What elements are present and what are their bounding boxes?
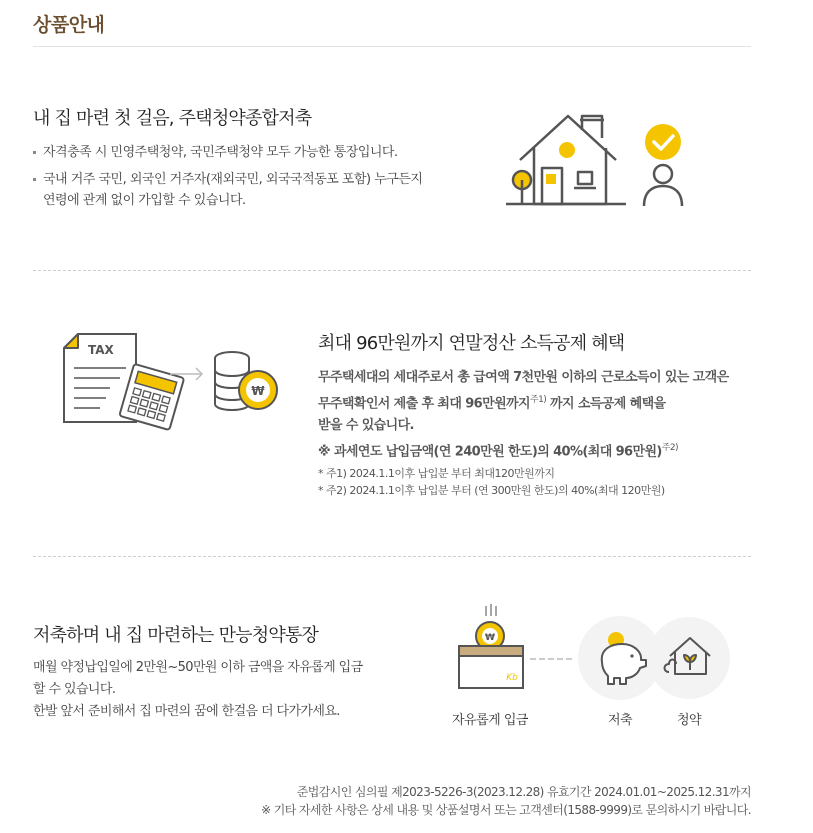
- step-label-savings: 저축: [607, 713, 633, 728]
- check-icon: [645, 124, 681, 160]
- footnote-marker: 주2): [661, 443, 678, 454]
- contact-notice: ※ 기타 자세한 사항은 상세 내용 및 상품설명서 또는 고객센터(1588-9999)로 문의하시기 바랍니다.: [261, 803, 751, 817]
- section2-line: 무주택세대의 세대주로서 총 급여액 7천만원 이하의 근로소득이 있는 고객은: [318, 370, 729, 385]
- tax-label: TAX: [88, 343, 114, 357]
- house-person-illustration: [500, 108, 700, 212]
- section1-bullet: [33, 169, 473, 211]
- section-divider: [33, 270, 751, 271]
- section2-line: ※ 과세연도 납입금액(연 240만원 한도)의 40%(최대 96만원): [318, 444, 662, 460]
- bullet-text: 자격충족 시 민영주택청약, 국민주택청약 모두 가능한 통장입니다.: [43, 145, 398, 160]
- footnote: * 주2) 2024.1.1이후 납입분 부터 (연 300만원 한도)의 40%(최대 120만원): [318, 484, 665, 497]
- deposit-marks-icon: [486, 604, 496, 616]
- house-window-light: [559, 142, 575, 158]
- door-window: [546, 174, 556, 184]
- section1-title: 내 집 마련 첫 걸음, 주택청약종합저축: [33, 108, 312, 129]
- step-label-subscription: 청약: [676, 713, 702, 728]
- house-icon: [506, 116, 626, 204]
- section1-bullet: [33, 142, 473, 163]
- person-icon: [644, 165, 682, 206]
- section3-line: 한발 앞서 준비해서 집 마련의 꿈에 한걸음 더 다가가세요.: [33, 704, 340, 719]
- card-mark: Kb: [506, 673, 518, 683]
- won-symbol: ₩: [251, 384, 265, 398]
- step-label-deposit: 자유롭게 입금: [452, 713, 528, 728]
- won-coin-icon: [239, 371, 277, 409]
- won-symbol: ₩: [485, 633, 495, 643]
- section3-line: 할 수 있습니다.: [33, 682, 116, 697]
- compliance-notice: 준법감시인 심의필 제2023-5226-3(2023.12.28) 유효기간 2024.01.01~2025.12.31까지: [296, 785, 751, 799]
- tax-illustration: [60, 330, 285, 435]
- footnote-marker: 주1): [529, 395, 547, 405]
- title-divider: [33, 46, 751, 47]
- section3-text: [33, 657, 363, 723]
- section2-line: 무주택확인서 제출 후 최대 96만원까지: [318, 396, 530, 412]
- section2-text: [318, 367, 729, 464]
- section2-line: 까지 소득공제 혜택을: [546, 396, 666, 412]
- bankbook-icon: [459, 646, 523, 688]
- section2-title: 최대 96만원까지 연말정산 소득공제 혜택: [318, 333, 625, 354]
- section2-notes: [318, 465, 665, 499]
- section3-title: 저축하며 내 집 마련하는 만능청약통장: [33, 625, 319, 646]
- section2-line: 받을 수 있습니다.: [318, 418, 414, 434]
- section3-line: 매월 약정납입일에 2만원~50만원 이하 금액을 자유롭게 입금: [33, 660, 363, 675]
- bullet-text: 국내 거주 국민, 외국인 거주자(재외국민, 외국국적동포 포함) 누구든지: [43, 172, 423, 187]
- bullet-text: 연령에 관계 없이 가입할 수 있습니다.: [43, 193, 246, 208]
- footnote: * 주1) 2024.1.1이후 납입분 부터 최대120만원까지: [318, 467, 555, 480]
- section1-bullets: [33, 142, 473, 217]
- section-divider: [33, 556, 751, 557]
- tree-icon: [513, 171, 531, 204]
- savings-flow-illustration: [450, 600, 735, 700]
- page-title: 상품안내: [33, 14, 105, 36]
